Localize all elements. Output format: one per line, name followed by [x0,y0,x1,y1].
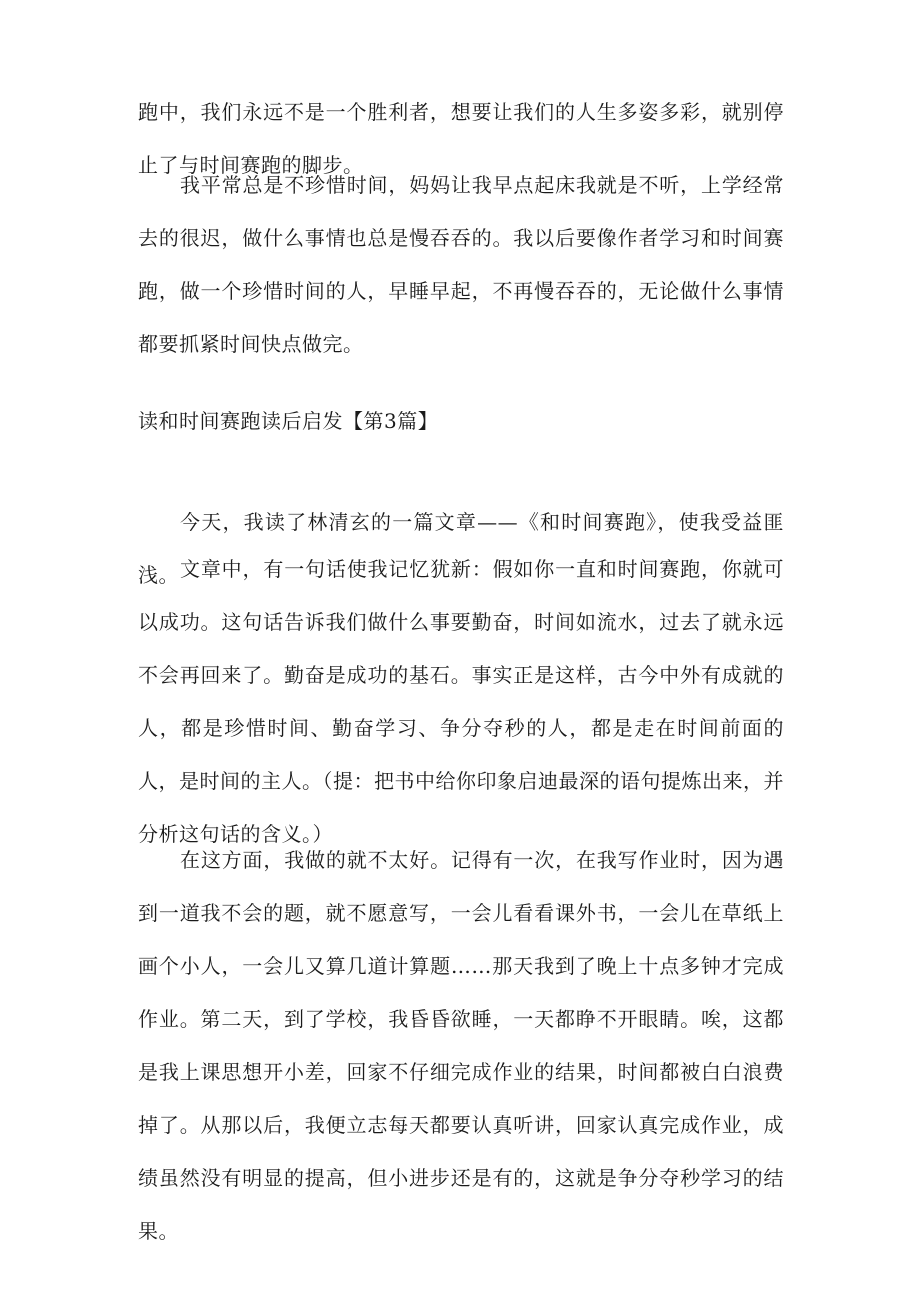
paragraph-intro: 今天，我读了林清玄的一篇文章——《和时间赛跑》，使我受益匪浅。 [138,510,784,587]
paragraph-personal-reflection: 我平常总是不珍惜时间，妈妈让我早点起床我就是不听，上学经常去的很迟，做什么事情也总是慢吞吞的。我以后要像作者学习和时间赛跑，做一个珍惜时间的人，早睡早起，不再慢吞吞的，无论做什么事情都要抓紧时间快点做完。 [138,173,784,356]
paragraph-continuation: 跑中，我们永远不是一个胜利者，想要让我们的人生多姿多彩，就别停止了与时间赛跑的脚步。 [138,100,784,177]
section-heading: 读和时间赛跑读后启发【第3篇】 [138,409,439,433]
paragraph-article-quote: 文章中，有一句话使我记忆犹新：假如你一直和时间赛跑，你就可以成功。这句话告诉我们做什么事要勤奋，时间如流水，过去了就永远不会再回来了。勤奋是成功的基石。事实正是这样，古今中外有成就的人，都是珍惜时间、勤奋学习、争分夺秒的人，都是走在时间前面的人，是时间的主人。（提：把书中给你印象启迪最深的语句提炼出来，并分析这句话的含义。） [138,557,784,846]
paragraph-personal-story: 在这方面，我做的就不太好。记得有一次，在我写作业时，因为遇到一道我不会的题，就不愿意写，一会儿看看课外书，一会儿在草纸上画个小人，一会儿又算几道计算题……那天我到了晚上十点多钟才完成作业。第二天，到了学校，我昏昏欲睡，一天都睁不开眼睛。唉，这都是我上课思想开小差，回家不仔细完成作业的结果，时间都被白白浪费掉了。从那以后，我便立志每天都要认真听讲，回家认真完成作业，成绩虽然没有明显的提高，但小进步还是有的，这就是争分夺秒学习的结果。 [138,848,784,1243]
